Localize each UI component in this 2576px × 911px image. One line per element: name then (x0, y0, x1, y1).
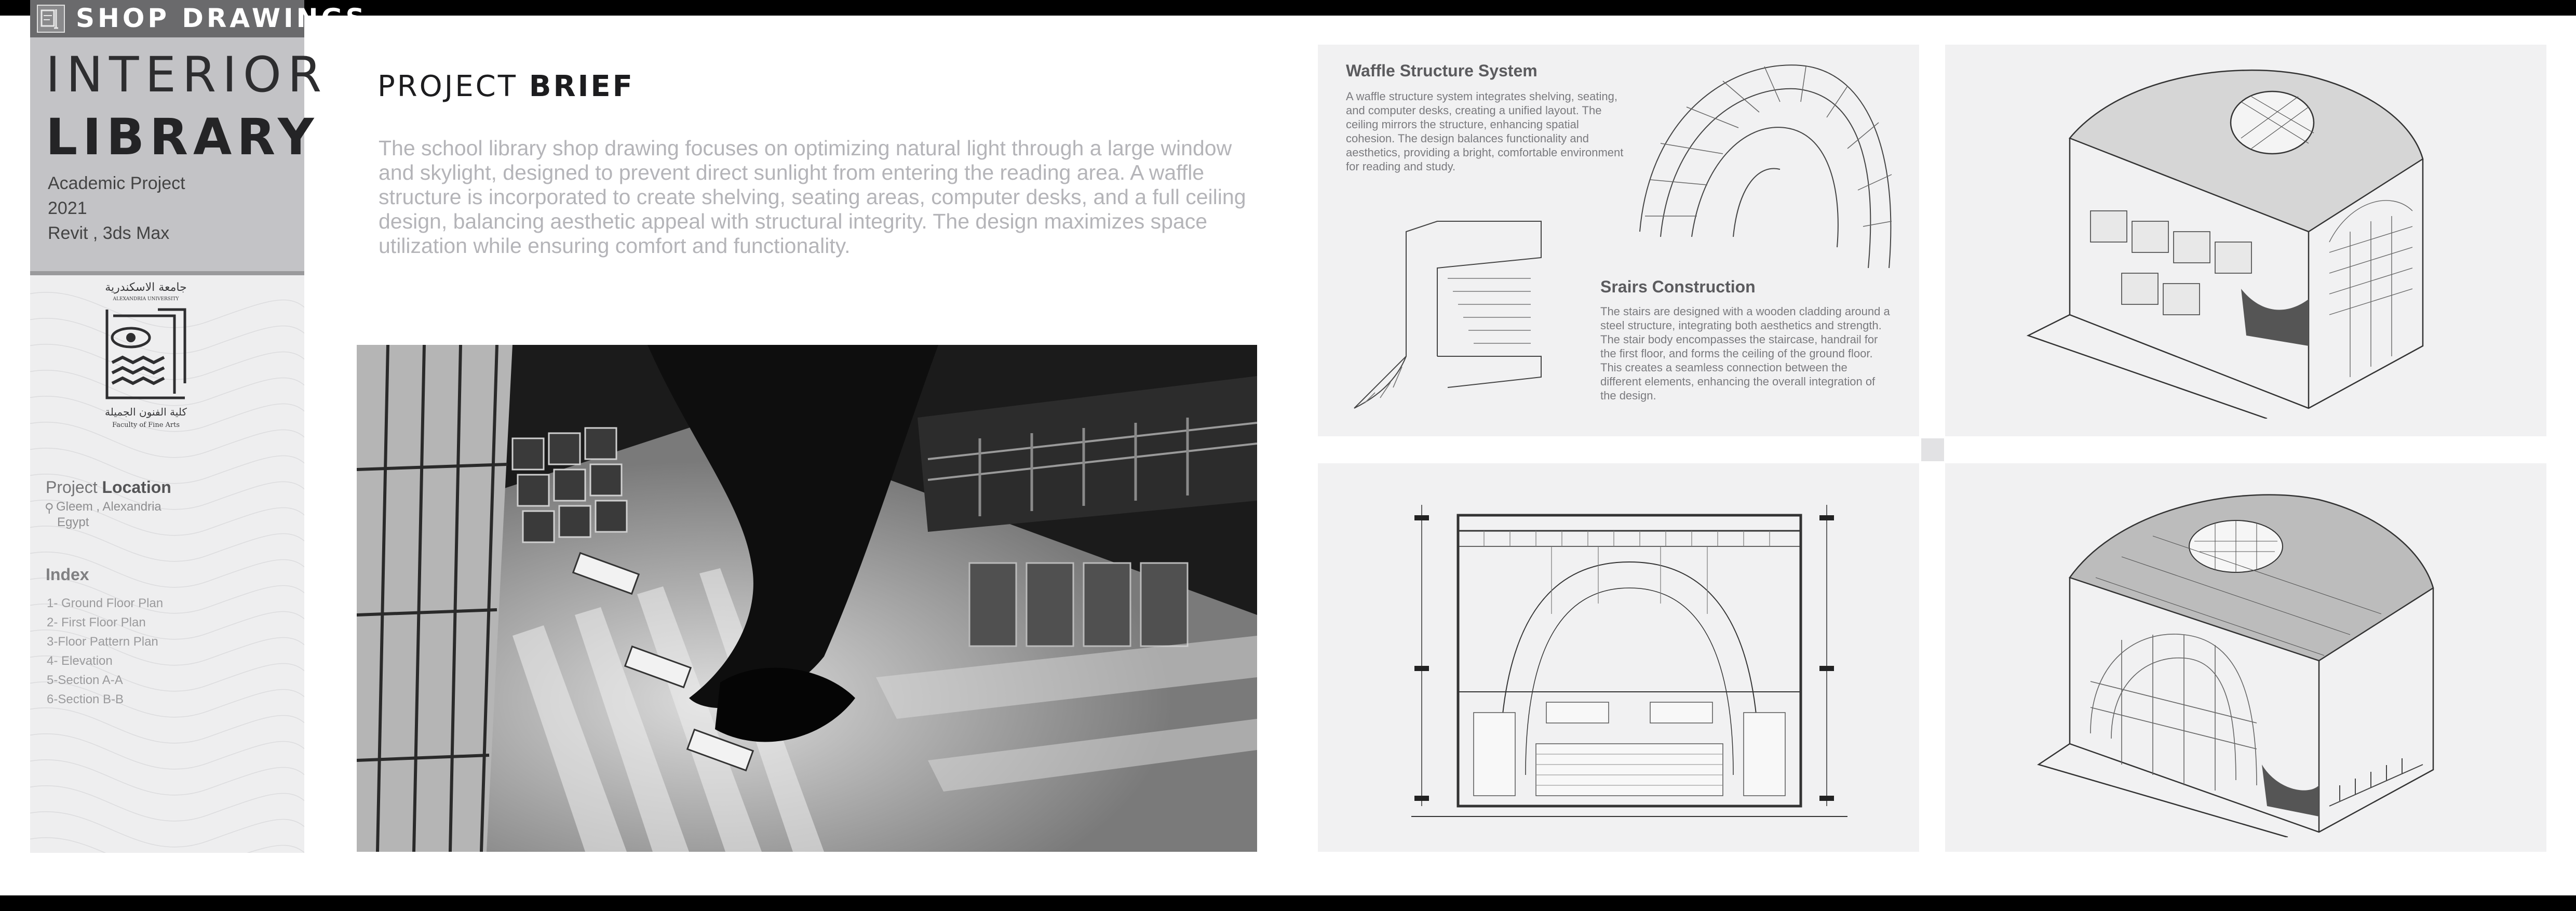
logo-arabic-bottom: كلية الفنون الجميلة (105, 406, 187, 418)
waffle-title: Waffle Structure System (1346, 61, 1537, 80)
project-type: Academic Project (48, 173, 185, 193)
waffle-ceiling-model (1629, 50, 1910, 278)
location-heading (46, 478, 171, 497)
index-item: 1- Ground Floor Plan (47, 596, 164, 610)
axonometric-cutaway-drawing (2018, 55, 2485, 419)
interior-render-drawing (357, 345, 1257, 852)
faculty-logo (97, 279, 195, 435)
interior-render-photo (357, 345, 1257, 852)
bottom-frame-bar (0, 895, 2576, 911)
stairs-title: Srairs Construction (1600, 277, 1756, 296)
brief-title-bold: BRIEF (529, 70, 635, 103)
stairs-description: The stairs are designed with a wooden cladding around a steel structure, integrating both aesthetics and strength. The stair body encompasses the staircase, handrail for the first floor, and forms the ceiling of the ground floor. This creates a seamless connection between the different elements, enhancing the overall integration of the design. (1600, 305, 1890, 402)
index-item: 5-Section A-A (47, 673, 123, 687)
shop-drawings-tag: SHOP DRAWINGS_ (76, 3, 384, 33)
brief-paragraph: The school library shop drawing focuses on optimizing natural light through a large window and skylight, designed to prevent direct sunlight from entering the reading area. A waffle structure is incorporated to create shelving, seating areas, computer desks, and a full ceiling design, balancing aesthetic appeal with structural integrity. The design maximizes space utilization while ensuring comfort and functionality. (379, 136, 1246, 258)
index-item: 2- First Floor Plan (47, 615, 146, 629)
exterior-axonometric-panel (1945, 463, 2546, 852)
project-software: Revit , 3ds Max (48, 223, 170, 243)
location-heading-light: Project (46, 478, 98, 497)
sidebar-divider (30, 271, 304, 275)
logo-university-name: ALEXANDRIA UNIVERSITY (113, 297, 179, 302)
index-item: 6-Section B-B (47, 692, 124, 706)
location-pin-icon: ⚲ (45, 501, 54, 515)
index-item: 4- Elevation (47, 654, 113, 668)
section-drawing (1380, 484, 1858, 837)
index-heading: Index (46, 565, 89, 584)
top-frame-bar (0, 0, 2576, 16)
logo-arabic-top: جامعة الاسكندرية (105, 281, 187, 294)
faculty-logo-mark (97, 279, 195, 435)
project-year: 2021 (48, 198, 87, 218)
location-line1: Gleem , Alexandria (56, 500, 161, 514)
drawing-board-icon (35, 3, 66, 34)
project-title-line1: INTERIOR (46, 47, 328, 103)
waffle-description: A waffle structure system integrates shelving, seating, and computer desks, creating a unified layout. The ceiling mirrors the structure, enhancing spatial cohesion. The design balances functionality and aesthetics, providing a bright, comfortable environment for reading and study. (1346, 90, 1624, 173)
panel-gap-marker (1921, 438, 1944, 461)
brief-title (377, 70, 635, 103)
stairs-model (1344, 200, 1562, 419)
location-heading-bold: Location (102, 478, 171, 497)
axonometric-cutaway-panel (1945, 45, 2546, 436)
location-line2: Egypt (57, 515, 89, 529)
exterior-axonometric-drawing (2018, 474, 2485, 837)
logo-faculty-name: Faculty of Fine Arts (112, 421, 180, 429)
brief-title-light: PROJECT (377, 70, 518, 103)
section-drawing-panel (1318, 463, 1919, 852)
project-title-line2: LIBRARY (46, 108, 319, 166)
index-item: 3-Floor Pattern Plan (47, 635, 158, 649)
